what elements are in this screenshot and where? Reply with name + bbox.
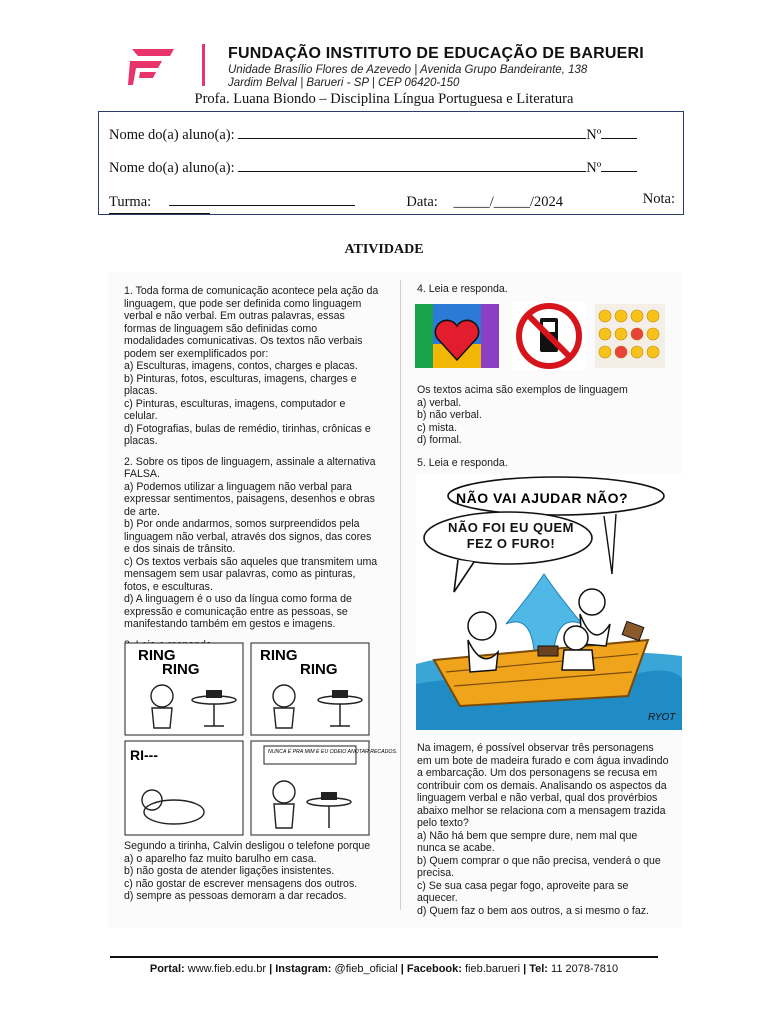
footer-divider: [110, 956, 658, 958]
q3-option-d: d) sempre as pessoas demoram a dar recados.: [124, 890, 347, 902]
instagram-label: Instagram:: [275, 963, 332, 975]
q4-option-d: d) formal.: [417, 434, 462, 446]
q4-after-text: [417, 384, 667, 447]
name-row-2: [109, 157, 637, 177]
teacher-discipline: Profa. Luana Biondo – Disciplina Língua Portuguesa e Literatura: [194, 91, 574, 107]
q1-option-a: a) Esculturas, imagens, contos, charges e placas.: [124, 360, 358, 372]
q3-option-c: c) não gostar de escrever mensagens dos outros.: [124, 877, 358, 890]
number-field-1[interactable]: [601, 124, 637, 139]
heart-art-image: [415, 304, 499, 368]
q1-option-b: b) Pinturas, fotos, esculturas, imagens, charges e placas.: [124, 372, 357, 397]
cartoon-balloon-2: NÃO FOI EU QUEM FEZ O FURO!: [448, 520, 574, 551]
activity-title: ATIVIDADE: [344, 242, 424, 257]
facebook-link[interactable]: fieb.barueri: [464, 963, 521, 975]
tel-label: Tel:: [529, 963, 548, 975]
turma-label: Turma:: [109, 194, 152, 210]
q2-text: 2. Sobre os tipos de linguagem, assinale a alternativa FALSA.: [124, 455, 376, 480]
institution-name: FUNDAÇÃO INSTITUTO DE EDUCAÇÃO DE BARUERI: [228, 45, 644, 62]
ring-text-2: RING: [162, 661, 200, 678]
q2-option-c: c) Os textos verbais são aqueles que transmitem uma mensagem sem usar palavras, como as pinturas, fotos, e esculturas.: [124, 555, 378, 593]
address-line-2: Jardim Belval | Barueri - SP | CEP 06420-150: [228, 77, 460, 89]
q4-option-b: b) não verbal.: [417, 409, 482, 421]
q2-option-a: a) Podemos utilizar a linguagem não verbal para expressar sentimentos, paisagens, desenhos e obras de arte.: [124, 480, 375, 518]
q3-question: Segundo a tirinha, Calvin desligou o telefone porque: [124, 840, 371, 852]
header-divider: [202, 44, 205, 86]
footer-contacts: Portal: www.fieb.edu.br | Instagram: @fieb_oficial | Facebook: fieb.barueri | Tel: 11 2078-7810: [149, 963, 619, 975]
tel-number: 11 2078-7810: [551, 963, 619, 975]
fieb-logo-icon: [128, 47, 176, 87]
q3-after-text: [124, 840, 380, 903]
q5-option-d: d) Quem faz o bem aos outros, a si mesmo o faz.: [417, 904, 649, 917]
turma-field[interactable]: [169, 191, 355, 206]
q3-option-b: b) não gosta de atender ligações insistentes.: [124, 865, 335, 877]
ring-text-3: RING: [260, 647, 298, 664]
name-label: Nome do(a) aluno(a):: [109, 160, 235, 176]
date-field[interactable]: _____/_____/2024: [453, 194, 564, 210]
left-column-text: [124, 285, 380, 651]
name-field-2[interactable]: [238, 157, 586, 172]
facebook-label: Facebook:: [406, 963, 462, 975]
emoji-grid-image: [595, 304, 665, 368]
number-label: Nº: [586, 160, 602, 176]
q1-option-d: d) Fotografias, bulas de remédio, tirinhas, crônicas e placas.: [124, 422, 371, 447]
q5-after-text: [417, 742, 669, 917]
q5-option-a: a) Não há bem que sempre dure, nem mal que nunca se acabe.: [417, 829, 638, 854]
name-row-1: [109, 124, 637, 144]
nota-field[interactable]: [109, 213, 210, 214]
cartoon-balloon-1: NÃO VAI AJUDAR NÃO?: [456, 490, 629, 506]
q3-option-a: a) o aparelho faz muito barulho em casa.: [124, 852, 317, 865]
portal-label: Portal:: [149, 963, 185, 975]
column-divider: [400, 280, 401, 910]
q4-title: 4. Leia e responda.: [417, 283, 508, 295]
q5-option-c: c) Se sua casa pegar fogo, aproveite para se aquecer.: [417, 879, 629, 904]
q4-option-c: c) mista.: [417, 421, 458, 434]
nota-label: Nota:: [642, 191, 675, 207]
cartoon-signature: RYOT: [648, 712, 676, 723]
q5-option-b: b) Quem comprar o que não precisa, venderá o que precisa.: [417, 854, 661, 879]
number-label: Nº: [586, 127, 602, 143]
comic-balloon: NUNCA É PRA MIM E EU ODEIO ANOTAR RECADOS.: [268, 749, 398, 755]
q5-title-block: [417, 457, 667, 470]
ri-text: RI---: [130, 747, 158, 763]
date-label: Data:: [406, 194, 438, 210]
no-phone-sign-icon: [512, 302, 586, 370]
q5-title: 5. Leia e responda.: [417, 457, 508, 469]
q2-option-b: b) Por onde andarmos, somos surpreendidos pela linguagem não verbal, através dos signos, das cores e dos sinais de trânsito.: [124, 518, 372, 555]
q4-title-block: [417, 283, 667, 296]
student-info-box: [98, 111, 684, 215]
class-row: [109, 191, 675, 211]
ring-text-1: RING: [138, 647, 176, 664]
q2-option-d: d) A linguagem é o uso da língua como forma de expressão e comunicação entre as pessoas, se manifestando também em gestos e imagens.: [124, 593, 352, 630]
q5-question: Na imagem, é possível observar três personagens em um bote de madeira furado e com água invadindo a embarcação. Um dos personagens se recusa em contribuir com os demais. Analisando os aspectos da linguagem verbal e não verbal, qual dos provérbios abaixo melhor se relaciona com a mensagem trazida pelo texto?: [417, 742, 669, 829]
portal-link[interactable]: www.fieb.edu.br: [187, 963, 267, 975]
number-field-2[interactable]: [601, 157, 637, 172]
q4-option-a: a) verbal.: [417, 396, 462, 409]
ring-text-4: RING: [300, 661, 338, 678]
instagram-link[interactable]: @fieb_oficial: [334, 963, 398, 975]
address-line-1: Unidade Brasílio Flores de Azevedo | Avenida Grupo Bandeirante, 138: [228, 64, 588, 76]
q1-option-c: c) Pinturas, esculturas, imagens, computador e celular.: [124, 397, 346, 422]
name-field-1[interactable]: [238, 124, 586, 139]
calvin-comic-strip: [124, 642, 398, 836]
q4-question: Os textos acima são exemplos de linguagem: [417, 384, 628, 396]
name-label: Nome do(a) aluno(a):: [109, 127, 235, 143]
q1-text: 1. Toda forma de comunicação acontece pela ação da linguagem, que pode ser definida como linguagem verbal e não verbal. Em outras palavras, essas formas de linguagem são definidas como modalidades comunicativas. Os textos não verbais podem ser exemplificados por:: [124, 285, 379, 360]
boat-cartoon: [416, 474, 682, 730]
